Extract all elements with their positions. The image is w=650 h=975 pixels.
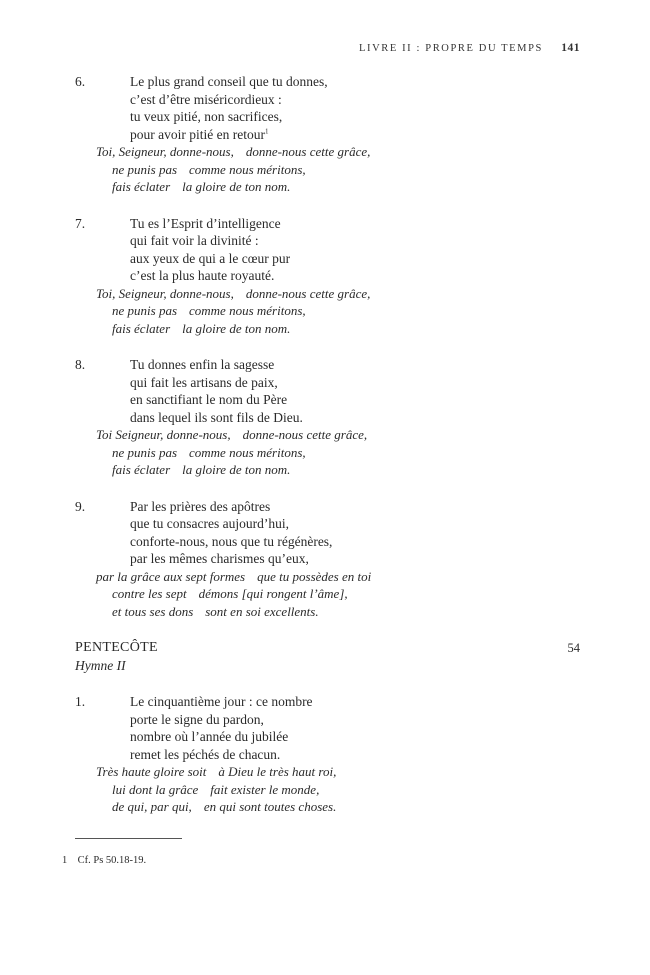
refrain-part-a: Toi Seigneur, donne-nous, bbox=[96, 427, 231, 442]
stanza-group-a bbox=[0, 73, 650, 620]
verse-line: conforte-nous, nous que tu régénères, bbox=[130, 533, 333, 549]
refrain-part-a: fais éclater bbox=[112, 462, 171, 477]
refrain-part-a: par la grâce aux sept formes bbox=[96, 568, 246, 584]
section-reference-number: 54 bbox=[567, 641, 580, 655]
refrain-part-a: fais éclater bbox=[112, 179, 171, 194]
footnote-number: 1 bbox=[62, 855, 68, 866]
verse-line bbox=[130, 126, 650, 144]
refrain-part-b: donne-nous cette grâce, bbox=[245, 144, 371, 159]
refrain-line bbox=[0, 585, 650, 603]
refrain-line bbox=[0, 763, 650, 781]
refrain-part-a: ne punis pas bbox=[112, 303, 177, 318]
refrain-part-a: fais éclater bbox=[112, 320, 171, 336]
refrain-part-b: comme nous méritons, bbox=[189, 444, 306, 460]
refrain-part-a: lui dont la grâce bbox=[112, 781, 199, 797]
verse-line: qui fait les artisans de paix, bbox=[130, 374, 278, 390]
refrain-line bbox=[0, 178, 650, 196]
refrain-part-b: à Dieu le très haut roi, bbox=[218, 764, 337, 779]
page-body bbox=[0, 73, 650, 835]
footnote-mark: 1 bbox=[264, 127, 269, 135]
verse-line: Tu donnes enfin la sagesse bbox=[130, 357, 275, 372]
verse-line: remet les péchés de chacun. bbox=[130, 746, 281, 762]
running-head bbox=[359, 42, 580, 54]
stanza bbox=[0, 73, 650, 196]
running-title: LIVRE II : PROPRE DU TEMPS bbox=[358, 43, 544, 54]
refrain-part-b: démons [qui rongent l’âme], bbox=[198, 586, 348, 601]
verse-text: pour avoir pitié en retour bbox=[130, 126, 265, 142]
stanza-number: 9. bbox=[75, 498, 86, 514]
footnote-text: Cf. Ps 50.18-19. bbox=[77, 855, 147, 866]
refrain-line bbox=[0, 426, 650, 444]
refrain-part-b: donne-nous cette grâce, bbox=[242, 427, 368, 442]
refrain-part-a: Toi, Seigneur, donne-nous, bbox=[96, 144, 234, 159]
refrain-part-b: la gloire de ton nom. bbox=[182, 179, 291, 194]
refrain-part-b: en qui sont toutes choses. bbox=[203, 799, 337, 814]
stanza bbox=[0, 356, 650, 479]
refrain-part-b: la gloire de ton nom. bbox=[182, 320, 291, 336]
footnote-rule bbox=[75, 838, 182, 839]
refrain-part-b: comme nous méritons, bbox=[189, 303, 306, 318]
refrain-part-b: donne-nous cette grâce, bbox=[245, 285, 371, 301]
verse-line: Tu es l’Esprit d’intelligence bbox=[130, 215, 281, 231]
stanza-number: 7. bbox=[75, 215, 86, 231]
refrain-line bbox=[0, 603, 650, 621]
stanza-number: 6. bbox=[75, 74, 86, 89]
verse-line: c’est la plus haute royauté. bbox=[130, 268, 275, 283]
verse-line: en sanctifiant le nom du Père bbox=[130, 392, 288, 407]
refrain-line bbox=[0, 781, 650, 799]
stanza bbox=[0, 498, 650, 621]
refrain-line bbox=[0, 143, 650, 161]
stanza-group-b bbox=[0, 693, 650, 816]
refrain-part-b: comme nous méritons, bbox=[189, 161, 306, 177]
stanza-number: 1. bbox=[75, 694, 86, 709]
refrain-part-b: que tu possèdes en toi bbox=[257, 568, 372, 584]
verse-line: que tu consacres aujourd’hui, bbox=[130, 516, 289, 531]
section-heading bbox=[0, 639, 650, 675]
refrain-line bbox=[0, 568, 650, 586]
refrain-part-a: ne punis pas bbox=[112, 444, 177, 460]
refrain-part-a: contre les sept bbox=[112, 586, 187, 601]
verse-line: nombre où l’année du jubilée bbox=[130, 729, 289, 744]
refrain-part-a: Très haute gloire soit bbox=[96, 764, 207, 779]
footnote bbox=[62, 855, 146, 866]
section-title: PENTECÔTE bbox=[75, 640, 158, 655]
stanza bbox=[0, 215, 650, 338]
verse-line: qui fait voir la divinité : bbox=[130, 233, 259, 248]
refrain-line bbox=[0, 461, 650, 479]
refrain-line bbox=[0, 285, 650, 303]
section-subtitle: Hymne II bbox=[75, 658, 126, 673]
refrain-line bbox=[0, 444, 650, 462]
verse-line: c’est d’être miséricordieux : bbox=[130, 91, 282, 107]
refrain-part-b: fait exister le monde, bbox=[210, 781, 320, 797]
refrain-part-b: sont en soi excellents. bbox=[205, 603, 319, 619]
refrain-part-a: ne punis pas bbox=[112, 161, 177, 177]
refrain-line bbox=[0, 798, 650, 816]
refrain-part-a: et tous ses dons bbox=[112, 603, 194, 619]
refrain-line bbox=[0, 302, 650, 320]
stanza-number: 8. bbox=[75, 357, 86, 372]
page-number: 141 bbox=[561, 42, 580, 54]
verse-line: porte le signe du pardon, bbox=[130, 711, 264, 727]
verse-line: Le cinquantième jour : ce nombre bbox=[130, 694, 313, 709]
refrain-part-a: de qui, par qui, bbox=[112, 799, 192, 814]
verse-line: dans lequel ils sont fils de Dieu. bbox=[130, 409, 303, 425]
verse-line: tu veux pitié, non sacrifices, bbox=[130, 109, 283, 124]
verse-line: Le plus grand conseil que tu donnes, bbox=[130, 74, 328, 89]
refrain-part-b: la gloire de ton nom. bbox=[182, 462, 291, 477]
stanza bbox=[0, 693, 650, 816]
verse-line: aux yeux de qui a le cœur pur bbox=[130, 250, 291, 266]
refrain-line bbox=[0, 161, 650, 179]
refrain-line bbox=[0, 320, 650, 338]
verse-line: par les mêmes charismes qu’eux, bbox=[130, 551, 309, 566]
refrain-part-a: Toi, Seigneur, donne-nous, bbox=[96, 285, 234, 301]
verse-line: Par les prières des apôtres bbox=[130, 498, 271, 514]
